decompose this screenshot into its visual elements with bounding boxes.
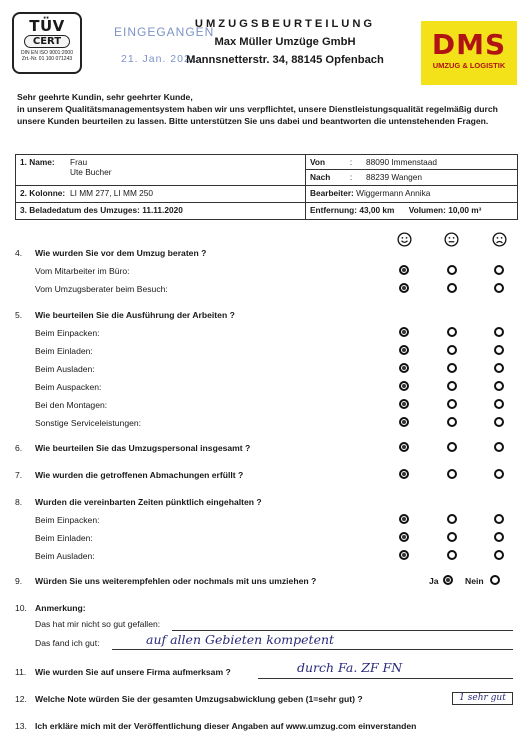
q9-nein-radio[interactable]: [490, 575, 500, 585]
rating-radio-q5-einladen-neutral[interactable]: [447, 345, 457, 355]
bearbeiter-label: Bearbeiter:: [310, 188, 354, 198]
intro-text: [17, 91, 519, 127]
rating-radio-q5-service-sad[interactable]: [494, 417, 504, 427]
q9-ja-radio[interactable]: [443, 575, 453, 585]
name-label: 1. Name:: [20, 157, 55, 167]
beladedatum-label: 3. Beladedatum des Umzuges:: [20, 205, 140, 215]
rating-radio-q5-montagen-happy[interactable]: [399, 399, 409, 409]
document-title: UMZUGSBEURTEILUNG: [194, 18, 376, 30]
rating-radio-q5-ausladen-neutral[interactable]: [447, 363, 457, 373]
q8-item-einladen: Beim Einladen:: [35, 533, 93, 543]
q12-answer-box[interactable]: 1 sehr gut: [452, 692, 513, 705]
question-8: 8. Wurden die vereinbarten Zeiten pünktlich eingehalten ?: [15, 497, 262, 507]
kolonne-value: LI MM 277, LI MM 250: [70, 188, 154, 198]
company-name: Max Müller Umzüge GmbH: [214, 36, 356, 48]
question-7: 7. Wie wurden die getroffenen Abmachungen erfüllt ?: [15, 470, 244, 480]
kolonne-label: 2. Kolonne:: [20, 188, 66, 198]
received-stamp: EINGEGANGEN: [114, 25, 215, 39]
cert-number: Zrt.-Nr. 01 100 071243: [21, 56, 73, 62]
beladedatum-cell: [16, 203, 306, 220]
rating-radio-q5-auspacken-happy[interactable]: [399, 381, 409, 391]
question-5: 5. Wie beurteilen Sie die Ausführung der Arbeiten ?: [15, 310, 235, 320]
entfernung-value: 43,00 km: [359, 205, 395, 215]
question-10: 10. Anmerkung:: [15, 603, 86, 613]
question-11: 11. Wie wurden Sie auf unsere Firma aufmerksam ?: [15, 667, 231, 677]
rating-radio-q5-service-neutral[interactable]: [447, 417, 457, 427]
rating-radio-q5-ausladen-happy[interactable]: [399, 363, 409, 373]
nach-label: Nach: [310, 172, 331, 182]
rating-radio-q5-einladen-happy[interactable]: [399, 345, 409, 355]
rating-radio-q8-ausladen-sad[interactable]: [494, 550, 504, 560]
neutral-face-icon: [444, 232, 459, 247]
q9-nein-label: Nein: [465, 576, 484, 586]
rating-radio-q5-auspacken-neutral[interactable]: [447, 381, 457, 391]
q5-item-einpacken: Beim Einpacken:: [35, 328, 100, 338]
name-value: Ute Bucher: [70, 167, 112, 177]
question-4: 4. Wie wurden Sie vor dem Umzug beraten ?: [15, 248, 207, 258]
q10-good-answer-line: [112, 649, 513, 650]
q8-item-ausladen: Beim Ausladen:: [35, 551, 95, 561]
name-salutation: Frau: [70, 157, 88, 167]
rating-radio-q8-einladen-happy[interactable]: [399, 532, 409, 542]
rating-radio-q4-buero-sad[interactable]: [494, 265, 504, 275]
bearbeiter-value: Wiggermann Annika: [356, 188, 431, 198]
rating-radio-q6-neutral[interactable]: [447, 442, 457, 452]
name-cell: [16, 155, 306, 186]
rating-radio-q8-einpacken-happy[interactable]: [399, 514, 409, 524]
volumen-value: 10,00 m³: [448, 205, 482, 215]
tuv-cert-logo: [12, 12, 82, 74]
rating-radio-q5-montagen-neutral[interactable]: [447, 399, 457, 409]
route-cell: Von : 88090 Immenstaad Nach : 88239 Wangen: [306, 155, 518, 186]
rating-radio-q4-besuch-sad[interactable]: [494, 283, 504, 293]
rating-radio-q4-besuch-happy[interactable]: [399, 283, 409, 293]
intro-paragraph: in unserem Qualitätsmanagementsystem haben wir uns verpflichtet, unsere Dienstleistungsqualität regelmäßig durch unsere Kunden beurteilen zu lassen. Bitte unterstützen Sie uns dabei und beantworten die untenstehenden Fragen.: [17, 104, 498, 126]
q5-item-einladen: Beim Einladen:: [35, 346, 93, 356]
rating-radio-q7-neutral[interactable]: [447, 469, 457, 479]
q4-item-buero: Vom Mitarbeiter im Büro:: [35, 266, 130, 276]
dms-logo: [421, 21, 517, 85]
kolonne-cell: [16, 186, 306, 203]
q5-item-auspacken: Beim Auspacken:: [35, 382, 102, 392]
q10-good-answer[interactable]: auf allen Gebieten kompetent: [146, 632, 335, 647]
rating-radio-q5-montagen-sad[interactable]: [494, 399, 504, 409]
q5-item-service: Sonstige Serviceleistungen:: [35, 418, 142, 428]
q4-item-besuch: Vom Umzugsberater beim Besuch:: [35, 284, 168, 294]
von-label: Von: [310, 157, 326, 167]
question-9: 9. Würden Sie uns weiterempfehlen oder nochmals mit uns umziehen ?: [15, 576, 317, 586]
q10-good-label: Das fand ich gut:: [35, 638, 100, 648]
rating-radio-q8-ausladen-happy[interactable]: [399, 550, 409, 560]
entfernung-cell: [306, 203, 518, 220]
nach-value: 88239 Wangen: [366, 172, 422, 182]
company-address: Mannsnetterstr. 34, 88145 Opfenbach: [186, 54, 384, 66]
rating-radio-q5-einladen-sad[interactable]: [494, 345, 504, 355]
dms-logo-subtitle: UMZUG & LOGISTIK: [432, 61, 506, 70]
cert-logo-text: CERT: [24, 35, 70, 48]
rating-radio-q5-einpacken-happy[interactable]: [399, 327, 409, 337]
dms-logo-text: DMS: [431, 28, 507, 61]
customer-info-table: [15, 154, 518, 220]
rating-radio-q8-einpacken-sad[interactable]: [494, 514, 504, 524]
q8-item-einpacken: Beim Einpacken:: [35, 515, 100, 525]
entfernung-label: Entfernung:: [310, 205, 358, 215]
rating-radio-q5-ausladen-sad[interactable]: [494, 363, 504, 373]
beladedatum-value: 11.11.2020: [142, 205, 183, 215]
von-value: 88090 Immenstaad: [366, 157, 438, 167]
q11-answer-line: [258, 678, 513, 679]
rating-radio-q6-happy[interactable]: [399, 442, 409, 452]
rating-radio-q5-einpacken-neutral[interactable]: [447, 327, 457, 337]
rating-radio-q4-buero-neutral[interactable]: [447, 265, 457, 275]
iso-standard: DIN EN ISO 9001:2000: [21, 50, 73, 56]
rating-radio-q4-buero-happy[interactable]: [399, 265, 409, 275]
received-stamp-date: 21. Jan. 2021: [121, 53, 198, 65]
rating-radio-q5-einpacken-sad[interactable]: [494, 327, 504, 337]
rating-radio-q5-service-happy[interactable]: [399, 417, 409, 427]
rating-radio-q7-happy[interactable]: [399, 469, 409, 479]
tuv-logo-text: TÜV: [29, 17, 65, 35]
question-12: 12. Welche Note würden Sie der gesamten Umzugsabwicklung geben (1=sehr gut) ?: [15, 694, 363, 704]
question-13: 13. Ich erkläre mich mit der Veröffentlichung dieser Angaben auf www.umzug.com einverstanden: [15, 721, 417, 731]
rating-radio-q4-besuch-neutral[interactable]: [447, 283, 457, 293]
q5-item-montagen: Bei den Montagen:: [35, 400, 108, 410]
q5-item-ausladen: Beim Ausladen:: [35, 364, 95, 374]
volumen-label: Volumen:: [408, 205, 446, 215]
q10-bad-label: Das hat mir nicht so gut gefallen:: [35, 619, 161, 629]
rating-radio-q8-ausladen-neutral[interactable]: [447, 550, 457, 560]
question-6: 6. Wie beurteilen Sie das Umzugspersonal insgesamt ?: [15, 443, 251, 453]
rating-radio-q6-sad[interactable]: [494, 442, 504, 452]
rating-radio-q5-auspacken-sad[interactable]: [494, 381, 504, 391]
rating-radio-q8-einpacken-neutral[interactable]: [447, 514, 457, 524]
rating-radio-q7-sad[interactable]: [494, 469, 504, 479]
rating-radio-q8-einladen-neutral[interactable]: [447, 532, 457, 542]
salutation: Sehr geehrte Kundin, sehr geehrter Kunde,: [17, 92, 193, 102]
q9-ja-label: Ja: [429, 576, 439, 586]
q11-answer[interactable]: durch Fa. ZF FN: [297, 660, 403, 675]
bearbeiter-cell: [306, 186, 518, 203]
q10-bad-answer-line[interactable]: [172, 630, 513, 631]
happy-face-icon: [397, 232, 412, 247]
sad-face-icon: [492, 232, 507, 247]
rating-radio-q8-einladen-sad[interactable]: [494, 532, 504, 542]
